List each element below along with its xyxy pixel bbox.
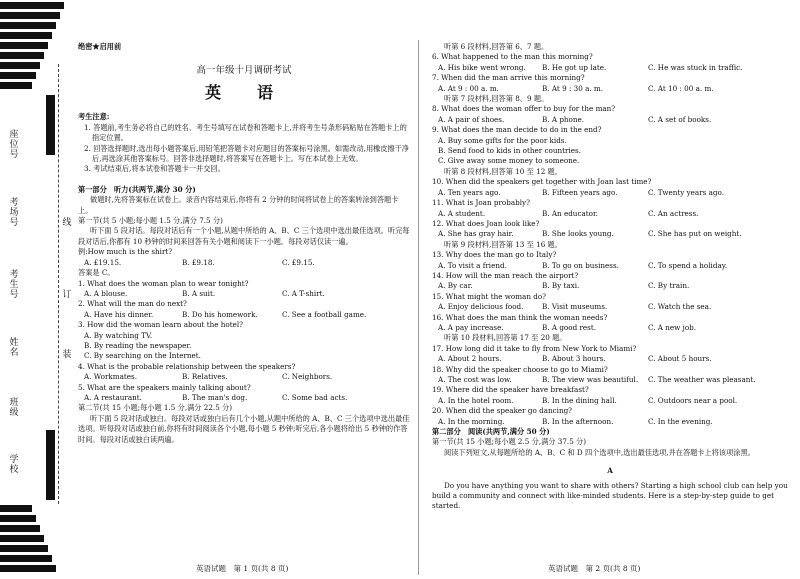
- page-1: [78, 42, 410, 445]
- option: C. Watch the sea.: [648, 302, 712, 312]
- option: A. A pay increase.: [438, 322, 504, 332]
- part1-title: 第一部分 听力(共两节,满分 30 分): [78, 184, 196, 194]
- confidential-mark: 绝密★启用前: [78, 42, 122, 51]
- option: C. The weather was pleasant.: [648, 375, 756, 384]
- question-options: [432, 115, 788, 125]
- strip-bar: [0, 52, 44, 59]
- option: A. By car.: [438, 281, 473, 291]
- option: C. A new job.: [648, 322, 697, 332]
- question: 10. When did the speakers get together with Joan last time?: [432, 177, 652, 187]
- option: B. Fifteen years ago.: [542, 187, 618, 197]
- option: C. Give away some money to someone.: [438, 156, 580, 166]
- question-options: [432, 396, 788, 406]
- option: B. In the afternoon.: [542, 416, 614, 426]
- question: 16. What does the man think the woman needs?: [432, 312, 608, 322]
- question: 8. What does the woman offer to buy for the man?: [432, 104, 616, 114]
- listening-heading: 听第 8 段材料,回答第 10 至 12 题。: [444, 166, 562, 176]
- question: 18. Why did the speaker choose to go to Miami?: [432, 364, 608, 374]
- question-options: [78, 393, 410, 403]
- question: 4. What is the probable relationship between the speakers?: [78, 361, 296, 371]
- option: B. She looks young.: [542, 229, 614, 239]
- question-options: [432, 209, 788, 219]
- option: B. A phone.: [542, 114, 585, 124]
- strip-bar: [0, 505, 32, 512]
- option: B. A good rest.: [542, 322, 597, 332]
- notice-list: [78, 123, 410, 175]
- question-options: [432, 375, 788, 385]
- option: B. At 9 : 30 a. m.: [542, 83, 604, 93]
- question-group: [432, 167, 788, 427]
- option: A. £19.15.: [84, 257, 122, 267]
- notice-item: 2. 回答选择题时,选出每小题答案后,用铅笔把答题卡对应题目的答案标号涂黑。如需改动,用橡皮擦干净后,再选涂其他答案标号。回答非选择题时,将答案写在答题卡上。写在本试卷上无效。: [84, 143, 410, 164]
- strip-bar: [0, 42, 48, 49]
- page-2-footer: 英语试题 第 2 页(共 8 页): [548, 564, 641, 573]
- question-options: [432, 354, 788, 364]
- option: C. She has put on weight.: [648, 229, 742, 239]
- strip-bar: [0, 22, 56, 29]
- question-options: [432, 261, 788, 271]
- option: C. Neighbors.: [282, 372, 333, 382]
- strip-bar: [0, 62, 40, 69]
- option: A. By watching TV.: [84, 330, 153, 340]
- option: B. He got up late.: [542, 62, 607, 72]
- question-options: [78, 310, 410, 320]
- part1-intro: 做题时,先将答案标在试卷上。录音内容结束后,你将有 2 分钟的时间将试卷上的答案转涂到答题卡上。: [78, 195, 399, 215]
- question: 13. Why does the man go to Italy?: [432, 250, 557, 260]
- listening-heading: 听第 6 段材料,回答第 6、7 题。: [444, 42, 549, 51]
- example-answer: 答案是 C。: [78, 268, 115, 278]
- option: A. To visit a friend.: [438, 260, 507, 270]
- question: 6. What happened to the man this morning?: [432, 52, 593, 62]
- option: B. £9.18.: [182, 257, 215, 267]
- question-options: [432, 281, 788, 291]
- option: C. A set of books.: [648, 114, 712, 124]
- passage-label: A: [607, 466, 613, 476]
- seal-char: 订: [62, 290, 72, 300]
- option: B. To go on business.: [542, 260, 619, 270]
- question: 1. What does the woman plan to wear tonight?: [78, 278, 249, 288]
- strip-bar: [0, 12, 60, 19]
- option: C. Outdoors near a pool.: [648, 395, 738, 405]
- strip-bar: [0, 2, 64, 9]
- class-label: 班级: [9, 398, 19, 418]
- listening-heading: 听第 7 段材料,回答第 8、9 题。: [444, 94, 549, 104]
- question-group: [432, 42, 788, 125]
- option: A. Have his dinner.: [84, 309, 154, 319]
- question: 14. How will the man reach the airport?: [432, 270, 579, 280]
- question: 5. What are the speakers mainly talking about?: [78, 382, 251, 392]
- option: C. At 10 : 00 a. m.: [648, 83, 714, 93]
- option: B. By reading the newspaper.: [84, 340, 192, 350]
- strip-bar: [0, 555, 52, 562]
- option: B. Visit museums.: [542, 302, 608, 312]
- strip-bar: [0, 525, 40, 532]
- notice-title: 考生注意:: [78, 112, 110, 122]
- question-options: [432, 323, 788, 333]
- question: 3. How did the woman learn about the hotel?: [78, 320, 244, 330]
- section1-intro: 听下面 5 段对话。每段对话后有一个小题,从题中所给的 A、B、C 三个选项中选出最佳选项。听完每段对话后,你都有 10 秒钟的时间来回答有关小题和阅读下一小题。每段对话仅读一遍。: [78, 226, 410, 246]
- option: A. She has gray hair.: [438, 229, 514, 239]
- option: C. Some bad acts.: [282, 392, 348, 402]
- option: B. The view was beautiful.: [542, 375, 639, 384]
- option: A. A pair of shoes.: [438, 114, 505, 124]
- example-options: [78, 258, 410, 268]
- subject-title: 英 语: [204, 83, 283, 103]
- seal-char: 线: [62, 218, 72, 228]
- example-question: 例:How much is the shirt?: [78, 247, 173, 257]
- section1-title: 第一节(共 5 小题;每小题 1.5 分,满分 7.5 分): [78, 216, 223, 226]
- question: 7. When did the man arrive this morning?: [432, 73, 585, 83]
- option: B. By taxi.: [542, 281, 580, 291]
- question-options: [432, 63, 788, 73]
- option: A. Ten years ago.: [438, 187, 501, 197]
- option: A. At 9 : 00 a. m.: [438, 83, 499, 93]
- option: A. The cost was low.: [438, 375, 512, 384]
- question-options: [432, 302, 788, 312]
- question: 15. What might the woman do?: [432, 291, 547, 301]
- strip-bar: [0, 515, 36, 522]
- listening-heading: 听第 9 段材料,回答第 13 至 16 题。: [444, 239, 562, 249]
- option: A. Enjoy delicious food.: [438, 302, 524, 312]
- option: C. An actress.: [648, 208, 699, 218]
- question-options: [78, 289, 410, 299]
- question: 20. When did the speaker go dancing?: [432, 406, 573, 416]
- cut-line: [58, 64, 59, 504]
- question: 11. What is Joan probably?: [432, 198, 530, 208]
- option: B. The man's dog.: [182, 392, 248, 402]
- option: A. In the hotel room.: [438, 395, 514, 405]
- option: C. To spend a holiday.: [648, 260, 728, 270]
- option: A. His bike went wrong.: [438, 62, 526, 72]
- candidate-label: 考生号: [9, 270, 19, 300]
- school-label: 学校: [9, 455, 19, 475]
- room-label: 考场号: [9, 198, 19, 228]
- question-options: [432, 188, 788, 198]
- option: A. In the morning.: [438, 416, 505, 426]
- notice-item: 1. 答题前,考生务必将自己的姓名、考生号填写在试卷和答题卡上,并将考生号条形码粘贴在答题卡上的指定位置。: [84, 122, 407, 143]
- question: 17. How long did it take to fly from New York to Miami?: [432, 343, 637, 353]
- section2-title: 第二节(共 15 小题;每小题 1.5 分,满分 22.5 分): [78, 403, 233, 413]
- option: A. A restaurant.: [84, 392, 142, 402]
- part2-section1-title: 第一节(共 15 小题;每小题 2.5 分,满分 37.5 分): [432, 437, 587, 447]
- strip-bar: [0, 565, 56, 572]
- strip-block: [46, 95, 55, 155]
- part2-title: 第二部分 阅读(共两节,满分 50 分): [432, 427, 550, 437]
- strip-bar: [0, 82, 32, 89]
- option: B. In the dining hall.: [542, 395, 617, 405]
- page-divider: [418, 40, 419, 575]
- option: A. A blouse.: [84, 288, 128, 298]
- section2-intro: 听下面 5 段对话或独白。每段对话或独白后有几个小题,从题中所给的 A、B、C 三个选项中选出最佳选项。听每段对话或独白前,你将有时间阅读各个小题,每小题 5 秒钟;听完后,各小题将给出 5 秒钟的作答时间。每段对话或独白读两遍。: [78, 413, 410, 444]
- page-2: [432, 42, 788, 512]
- option: A. About 2 hours.: [438, 354, 502, 364]
- option: B. A suit.: [182, 288, 216, 298]
- strip-bar: [0, 72, 36, 79]
- question: 9. What does the man decide to do in the end?: [432, 125, 602, 135]
- part2-intro: 阅读下列短文,从每题所给的 A、B、C 和 D 四个选项中,选出最佳选项,并在答题卡上将该项涂黑。: [444, 447, 755, 457]
- binding-strip: [0, 0, 70, 579]
- option: C. A T-shirt.: [282, 288, 325, 298]
- question-options: [78, 372, 410, 382]
- seal-char: 装: [62, 350, 72, 360]
- question: 2. What will the man do next?: [78, 299, 187, 309]
- option: B. Do his homework.: [182, 309, 258, 319]
- strip-bar: [0, 32, 52, 39]
- strip-bar: [0, 545, 48, 552]
- option: B. Send food to kids in other countries.: [438, 146, 581, 156]
- passage-text: Do you have anything you want to share with others? Starting a high school club can help you build a community and connect with like-minded students. Here is a step-by-step guide to get started.: [432, 480, 788, 511]
- seat-label: 座位号: [9, 130, 19, 160]
- exam-title: 高一年级十月调研考试: [196, 65, 292, 77]
- option: A. Workmates.: [84, 372, 137, 382]
- option: A. Buy some gifts for the poor kids.: [438, 135, 567, 145]
- option: C. See a football game.: [282, 309, 367, 319]
- question: 19. Where did the speaker have breakfast?: [432, 385, 589, 395]
- option: C. He was stuck in traffic.: [648, 62, 743, 72]
- option: B. About 3 hours.: [542, 354, 606, 364]
- option: C. By searching on the Internet.: [84, 351, 201, 361]
- listening-heading: 听第 10 段材料,回答第 17 至 20 题。: [444, 333, 567, 343]
- question-options: [432, 84, 788, 94]
- strip-block: [46, 430, 55, 500]
- option: C. In the evening.: [648, 416, 713, 426]
- option: C. Twenty years ago.: [648, 187, 724, 197]
- option: C. By train.: [648, 281, 690, 291]
- question-options: [432, 417, 788, 427]
- question-options: [432, 229, 788, 239]
- option: B. An educator.: [542, 208, 598, 218]
- option: C. About 5 hours.: [648, 354, 712, 364]
- question: 12. What does Joan look like?: [432, 218, 540, 228]
- option: B. Relatives.: [182, 372, 228, 382]
- option: C. £9.15.: [282, 257, 315, 267]
- strip-bar: [0, 535, 44, 542]
- notice-item: 3. 考试结束后,将本试卷和答题卡一并交回。: [84, 164, 225, 174]
- name-label: 姓名: [9, 338, 19, 358]
- page-1-footer: 英语试题 第 1 页(共 8 页): [196, 564, 289, 573]
- option: A. A student.: [438, 208, 486, 218]
